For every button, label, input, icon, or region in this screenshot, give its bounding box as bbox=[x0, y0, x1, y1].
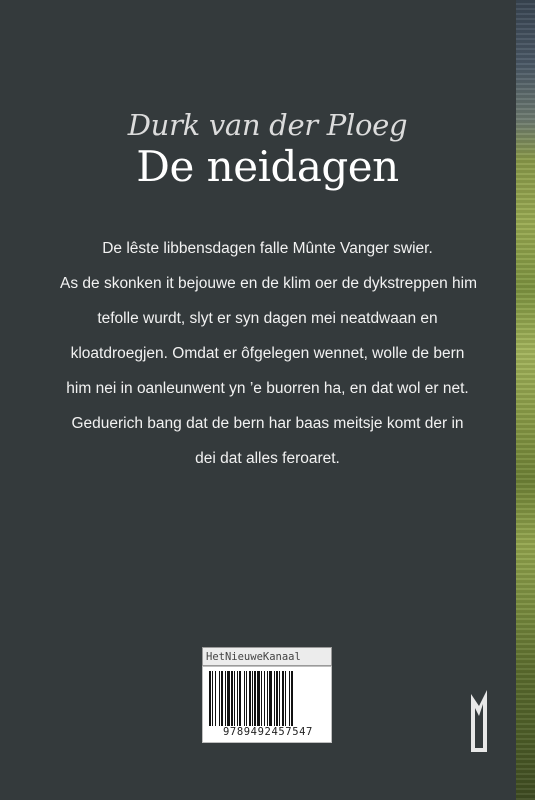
publisher-logo-icon bbox=[468, 688, 490, 754]
isbn-number: 9789492457547 bbox=[223, 726, 313, 738]
blurb-line: De lêste libbensdagen falle Mûnte Vanger swier. bbox=[102, 240, 433, 257]
author-name: Durk van der Ploeg bbox=[127, 108, 408, 142]
barcode bbox=[202, 666, 332, 743]
blurb-line: tefolle wurdt, slyt er syn dagen mei neatdwaan en bbox=[97, 310, 438, 327]
book-title: De neidagen bbox=[136, 142, 399, 191]
barcode-bars bbox=[209, 671, 327, 726]
blurb-line: kloatdroegjen. Omdat er ôfgelegen wennet, wolle de bern bbox=[70, 345, 465, 362]
blurb-text bbox=[60, 231, 478, 476]
blurb-line: dei dat alles feroaret. bbox=[195, 450, 340, 467]
spine-photo bbox=[516, 0, 535, 800]
publisher-label: HetNieuweKanaal bbox=[202, 647, 332, 666]
blurb-line: As de skonken it bejouwe en de klim oer de dykstreppen him bbox=[60, 275, 478, 292]
blurb-line: him nei in oanleunwent yn ’e buorren ha, en dat wol er net. bbox=[66, 380, 469, 397]
blurb-line: Geduerich bang dat de bern har baas meitsje komt der in bbox=[71, 415, 464, 432]
